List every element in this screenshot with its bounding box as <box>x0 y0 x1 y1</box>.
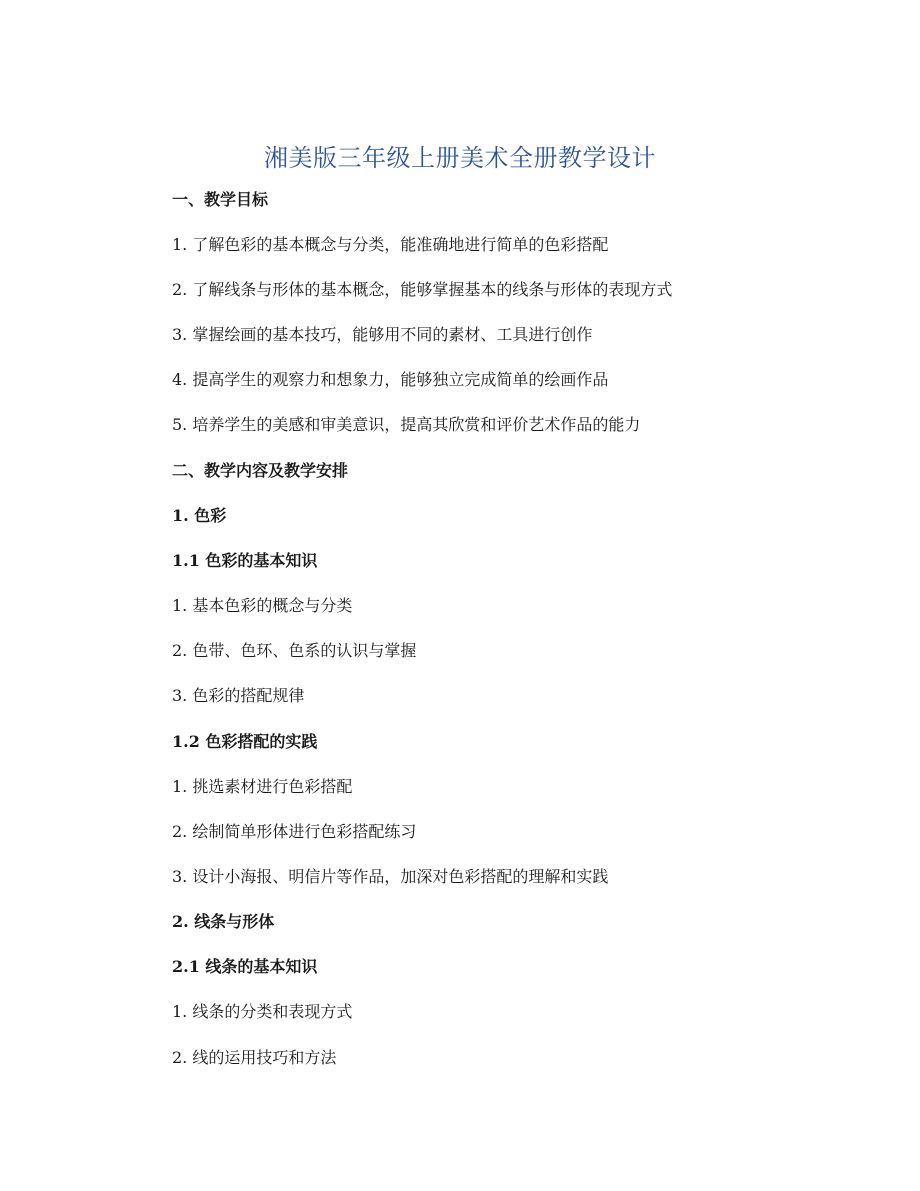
content-item: 2. 绘制简单形体进行色彩搭配练习 <box>172 822 417 841</box>
section-heading: 二、教学内容及教学安排 <box>172 461 349 480</box>
content-item: 2. 色带、色环、色系的认识与掌握 <box>172 641 417 660</box>
objective-item: 3. 掌握绘画的基本技巧，能够用不同的素材、工具进行创作 <box>172 325 593 344</box>
content-item: 1. 线条的分类和表现方式 <box>172 1002 353 1021</box>
content-item: 2. 线的运用技巧和方法 <box>172 1048 337 1067</box>
subsection-heading: 1.2 色彩搭配的实践 <box>172 732 318 751</box>
objective-item: 5. 培养学生的美感和审美意识，提高其欣赏和评价艺术作品的能力 <box>172 415 641 434</box>
section-heading: 一、教学目标 <box>172 190 269 209</box>
objective-item: 4. 提高学生的观察力和想象力，能够独立完成简单的绘画作品 <box>172 370 609 389</box>
document-title: 湘美版三年级上册美术全册教学设计 <box>264 144 656 172</box>
content-item: 3. 设计小海报、明信片等作品，加深对色彩搭配的理解和实践 <box>172 867 609 886</box>
content-item: 1. 基本色彩的概念与分类 <box>172 596 353 615</box>
objective-item: 1. 了解色彩的基本概念与分类，能准确地进行简单的色彩搭配 <box>172 235 609 254</box>
subsection-heading: 2.1 线条的基本知识 <box>172 957 318 976</box>
content-item: 1. 挑选素材进行色彩搭配 <box>172 777 353 796</box>
objective-item: 2. 了解线条与形体的基本概念，能够掌握基本的线条与形体的表现方式 <box>172 280 673 299</box>
subsection-heading: 2. 线条与形体 <box>172 912 275 931</box>
subsection-heading: 1. 色彩 <box>172 506 227 525</box>
content-item: 3. 色彩的搭配规律 <box>172 686 305 705</box>
subsection-heading: 1.1 色彩的基本知识 <box>172 551 318 570</box>
